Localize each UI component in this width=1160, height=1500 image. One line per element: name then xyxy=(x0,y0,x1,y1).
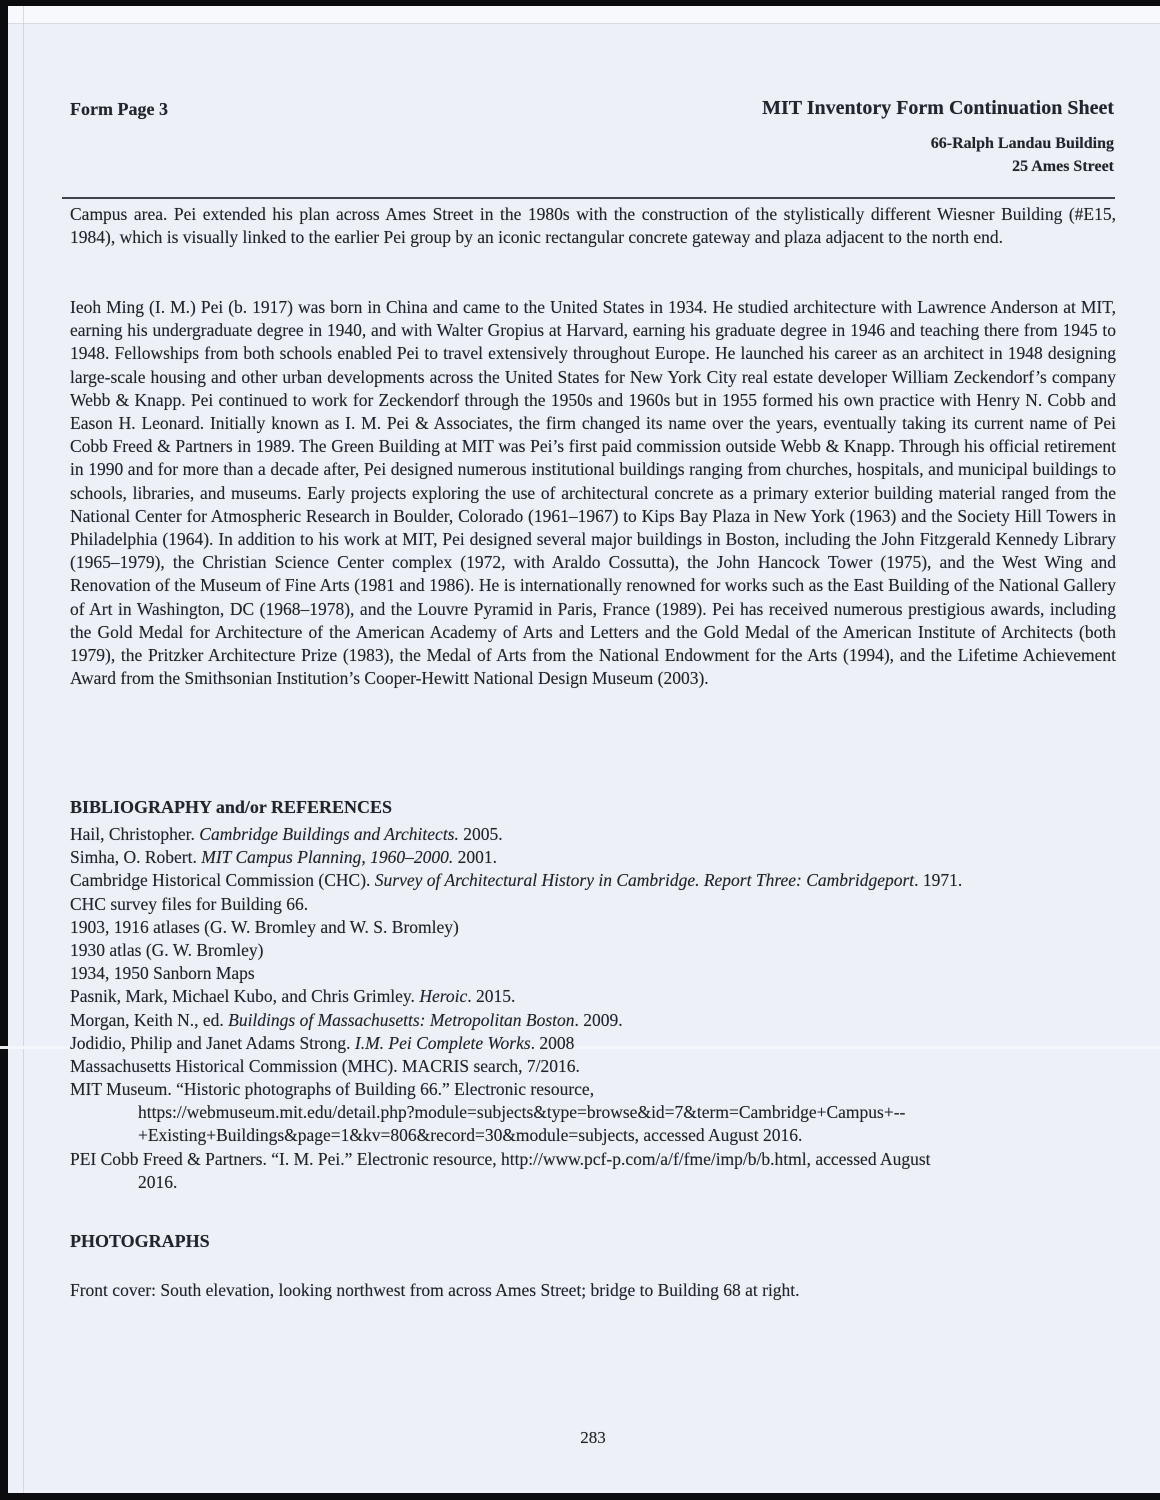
campus-area-paragraph: Campus area. Pei extended his plan across Ames Street in the 1980s with the construction of the stylistically different Wiesner Building (#E15, 1984), which is visually linked to the earlier Pei group by an iconic rectangular concrete gateway and plaza adjacent to the north end. xyxy=(70,204,1116,248)
building-name: 66-Ralph Landau Building xyxy=(930,135,1114,152)
pei-biography-paragraph: Ieoh Ming (I. M.) Pei (b. 1917) was born in China and came to the United States in 1934. He studied architecture with Lawrence Anderson at MIT, earning his undergraduate degree in 1940, and with Walter Gropius at Harvard, earning his graduate degree in 1946 and teaching there from 1945 to 1948. Fellowships from both schools enabled Pei to travel extensively throughout Europe. He launched his career as an architect in 1948 designing large-scale housing and other urban developments across the United States for New York City real estate developer William Zeckendorf’s company Webb & Knapp. Pei continued to work for Zeckendorf through the 1950s and 1960s but in 1955 formed his own practice with Henry N. Cobb and Eason H. Leonard. Initially known as I. M. Pei & Associates, the firm changed its name over the years, eventually taking its current name of Pei Cobb Freed & Partners in 1989. The Green Building at MIT was Pei’s first paid commission outside Webb & Knapp. Through his official retirement in 1990 and for more than a decade after, Pei designed numerous institutional buildings ranging from churches, hospitals, and municipal buildings to schools, libraries, and museums. Early projects exploring the use of architectural concrete as a primary exterior building material ranged from the National Center for Atmospheric Research in Boulder, Colorado (1961–1967) to Kips Bay Plaza in New York (1963) and the Society Hill Towers in Philadelphia (1964). In addition to his work at MIT, Pei designed several major buildings in Boston, including the John Fitzgerald Kennedy Library (1965–1979), the Christian Science Center complex (1972, with Araldo Cossutta), the John Hancock Tower (1975), and the West Wing and Renovation of the Museum of Fine Arts (1981 and 1986). He is internationally renowned for works such as the East Building of the National Gallery of Art in Washington, DC (1968–1978), and the Louvre Pyramid in Paris, France (1989). Pei has received numerous prestigious awards, including the Gold Medal for Architecture of the American Academy of Arts and Letters and the Gold Medal of the American Institute of Architects (both 1979), the Pritzker Architecture Prize (1983), the Medal of Arts from the National Endowment for the Arts (1994), and the Lifetime Achievement Award from the Smithsonian Institution’s Cooper-Hewitt National Design Museum (2003). xyxy=(70,297,1116,689)
bibliography-entry-line: Hail, Christopher. Cambridge Buildings and Architects. 2005. xyxy=(70,824,503,844)
scan-edge-bottom xyxy=(0,1493,1160,1500)
bibliography-entry-line: https://webmuseum.mit.edu/detail.php?module=subjects&type=browse&id=7&term=Cambridge+Campus+-- xyxy=(138,1102,906,1123)
bibliography-entry-line: 1934, 1950 Sanborn Maps xyxy=(70,963,255,984)
bibliography-entry-line: Simha, O. Robert. MIT Campus Planning, 1960–2000. 2001. xyxy=(70,847,497,868)
document-title: MIT Inventory Form Continuation Sheet xyxy=(762,97,1114,119)
page-number: 283 xyxy=(580,1428,606,1447)
building-address: 25 Ames Street xyxy=(1012,158,1114,175)
photographs-heading: PHOTOGRAPHS xyxy=(70,1231,210,1251)
bibliography-entry-line: Pasnik, Mark, Michael Kubo, and Chris Grimley. Heroic. 2015. xyxy=(70,986,516,1007)
bibliography-entry-line: Morgan, Keith N., ed. Buildings of Massachusetts: Metropolitan Boston. 2009. xyxy=(70,1009,623,1030)
bibliography-list xyxy=(70,823,1130,1194)
bibliography-entry-line: +Existing+Buildings&page=1&kv=806&record=30&module=subjects, accessed August 2016. xyxy=(138,1125,803,1146)
bibliography-entry-line: MIT Museum. “Historic photographs of Building 66.” Electronic resource, xyxy=(70,1079,595,1100)
bibliography-entry-line: CHC survey files for Building 66. xyxy=(70,893,309,914)
bibliography-entry-line: 1903, 1916 atlases (G. W. Bromley and W. S. Bromley) xyxy=(70,916,459,937)
photographs-caption: Front cover: South elevation, looking northwest from across Ames Street; bridge to Building 68 at right. xyxy=(70,1280,800,1300)
bibliography-entry-line: PEI Cobb Freed & Partners. “I. M. Pei.” Electronic resource, http://www.pcf-p.com/a/f/fme/imp/b/b.html, accessed August xyxy=(70,1148,931,1169)
bibliography-entry-line: Jodidio, Philip and Janet Adams Strong. I.M. Pei Complete Works. 2008 xyxy=(70,1032,575,1053)
form-page-label: Form Page 3 xyxy=(70,99,168,119)
scan-page-edge xyxy=(23,6,24,1493)
scan-edge-left xyxy=(0,0,8,1500)
bibliography-heading: BIBLIOGRAPHY and/or REFERENCES xyxy=(70,797,393,817)
bibliography-entry-line: 1930 atlas (G. W. Bromley) xyxy=(70,939,264,960)
bibliography-entry-line: Cambridge Historical Commission (CHC). Survey of Architectural History in Cambridge. Report Three: Cambridgeport. 1971. xyxy=(70,870,963,891)
scan-band-top xyxy=(8,6,1160,24)
bibliography-entry-line: 2016. xyxy=(138,1171,178,1192)
bibliography-entry-line: Massachusetts Historical Commission (MHC). MACRIS search, 7/2016. xyxy=(70,1055,580,1076)
header-divider xyxy=(62,197,1115,199)
